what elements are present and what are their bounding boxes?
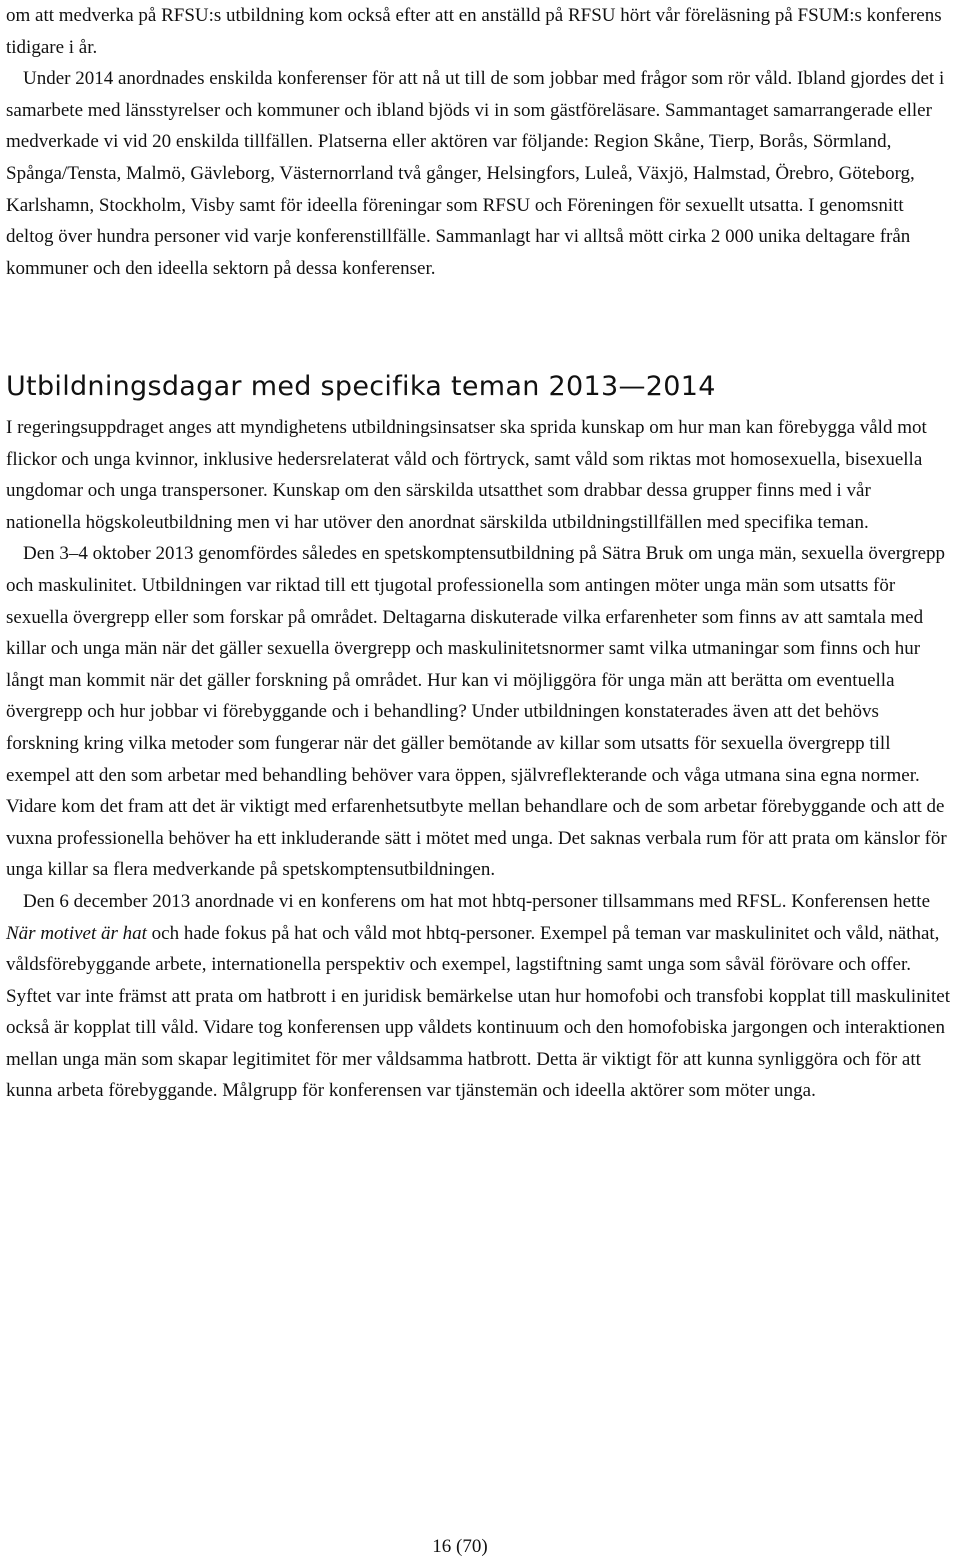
paragraph-text: Den 6 december 2013 anordnade vi en konferens om hat mot hbtq-personer tillsammans med RFSL. Konferensen hette <box>23 890 931 912</box>
paragraph-text: och hade fokus på hat och våld mot hbtq-personer. Exempel på teman var maskulinitet och våld, näthat, våldsförebyggande arbete, internationella perspektiv och exempel, lagstiftning samt unga som såväl förövare och offer. Syftet var inte främst att prata om hatbrott i en juridisk bemärkelse utan hur homofobi och transfobi kopplat till maskulinitet också är kopplat till våld. Vidare tog konferensen upp våldets kontinuum och den homofobiska jargongen och interaktionen mellan unga män som skapar legitimitet för mer våldsamma hatbrott. Detta är viktigt för att kunna synliggöra och för att kunna arbeta förebyggande. Målgrupp för konferensen var tjänstemän och ideella aktörer som möter unga. <box>6 922 950 1102</box>
section-body <box>6 412 950 1107</box>
page-number: 16 (70) <box>432 1536 488 1557</box>
paragraph: om att medverka på RFSU:s utbildning kom också efter att en anställd på RFSU hört vår föreläsning på FSUM:s konferens tidigare i år. <box>6 5 942 58</box>
paragraph <box>6 886 950 1107</box>
paragraph: Den 3–4 oktober 2013 genomfördes således en spetskomptensutbildning på Sätra Bruk om unga män, sexuella övergrepp och maskulinitet. Utbildningen var riktad till ett tjugotal professionella som antingen möter unga män som utsatts för sexuella övergrepp eller som forskar på området. Deltagarna diskuterade vilka erfarenheter som finns av att samtala med killar och unga män när det gäller sexuella övergrepp och maskulinitetsnormer samt vilka utmaningar som finns och hur långt man kommit när det gäller forskning på området. Hur kan vi möjliggöra för unga män att berätta om eventuella övergrepp och hur jobbar vi förebyggande och i behandling? Under utbildningen konstaterades även att det behövs forskning kring vilka metoder som fungerar när det gäller bemötande av killar som utsatts för sexuella övergrepp till exempel att den som arbetar med behandling behöver vara öppen, självreflekterande och våga utmana sina egna normer. Vidare kom det fram att det är viktigt med erfarenhetsutbyte mellan behandlare och de som arbetar förebyggande och att de vuxna professionella behöver ha ett inkluderande sätt i mötet med unga. Det saknas verbala rum för att prata om känslor för unga killar sa flera medverkande på spetskomptensutbildningen. <box>6 543 947 881</box>
conference-title: När motivet är hat <box>6 922 147 944</box>
section-heading: Utbildningsdagar med specifika teman 2013—2014 <box>6 371 716 402</box>
intro-text <box>6 0 950 284</box>
paragraph: Under 2014 anordnades enskilda konferenser för att nå ut till de som jobbar med frågor som rör våld. Ibland gjordes det i samarbete med länsstyrelser och kommuner och ibland bjöds vi in som gästföreläsare. Sammantaget samarrangerade eller medverkade vi vid 20 enskilda tillfällen. Platserna eller aktören var följande: Region Skåne, Tierp, Borås, Sörmland, Spånga/Tensta, Malmö, Gävleborg, Västernorrland två gånger, Helsingfors, Luleå, Växjö, Halmstad, Örebro, Göteborg, Karlshamn, Stockholm, Visby samt för ideella föreningar som RFSU och Föreningen för sexuellt utsatta. I genomsnitt deltog över hundra personer vid varje konferenstillfälle. Sammanlagt har vi alltså mött cirka 2 000 unika deltagare från kommuner och den ideella sektorn på dessa konferenser. <box>6 68 945 279</box>
paragraph: I regeringsuppdraget anges att myndighetens utbildningsinsatser ska sprida kunskap om hur man kan förebygga våld mot flickor och unga kvinnor, inklusive hedersrelaterat våld och förtryck, samt våld som riktas mot homosexuella, bisexuella ungdomar och unga transpersoner. Kunskap om den särskilda utsatthet som drabbar dessa grupper finns med i vår nationella högskoleutbildning men vi har utöver den anordnat särskilda utbildningstillfällen med specifika teman. <box>6 417 927 533</box>
